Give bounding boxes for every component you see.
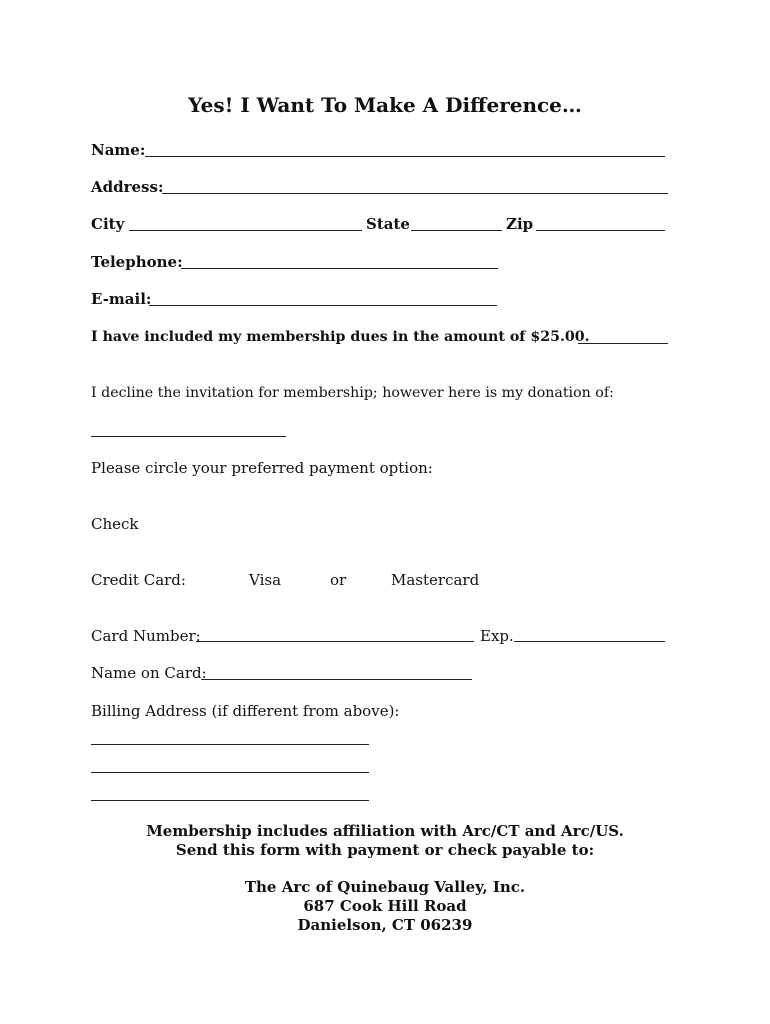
form-title: Yes! I Want To Make A Difference…	[188, 93, 582, 117]
org-name: The Arc of Quinebaug Valley, Inc.	[244, 878, 526, 896]
card-number-field[interactable]	[196, 641, 474, 642]
credit-card-label: Credit Card:	[91, 571, 186, 589]
payable-text: Send this form with payment or check payable to:	[175, 841, 595, 859]
email-field[interactable]	[149, 305, 497, 306]
state-field[interactable]	[411, 230, 502, 231]
address-label: Address:	[91, 178, 164, 196]
card-number-label: Card Number:	[91, 627, 201, 645]
zip-label: Zip	[506, 215, 534, 233]
telephone-label: Telephone:	[91, 253, 183, 271]
payment-option-visa[interactable]: Visa	[249, 571, 282, 589]
billing-address-line-2[interactable]	[91, 772, 369, 773]
exp-field[interactable]	[514, 641, 665, 642]
city-field[interactable]	[129, 230, 362, 231]
or-text: or	[330, 571, 347, 589]
name-on-card-label: Name on Card:	[91, 664, 207, 682]
donation-text: I decline the invitation for membership; however here is my donation of:	[91, 385, 614, 401]
billing-address-line-3[interactable]	[91, 800, 369, 801]
name-label: Name:	[91, 141, 146, 159]
email-label: E-mail:	[91, 290, 152, 308]
street-address: 687 Cook Hill Road	[303, 897, 467, 915]
zip-field[interactable]	[536, 230, 665, 231]
city-label: City	[91, 215, 125, 233]
telephone-field[interactable]	[181, 268, 498, 269]
billing-address-label: Billing Address (if different from above):	[91, 702, 400, 720]
address-field[interactable]	[162, 193, 668, 194]
name-field[interactable]	[145, 156, 665, 157]
payment-option-check[interactable]: Check	[91, 515, 139, 533]
dues-label: I have included my membership dues in the amount of $25.00.	[91, 329, 590, 345]
billing-address-line-1[interactable]	[91, 744, 369, 745]
affiliation-text: Membership includes affiliation with Arc/CT and Arc/US.	[146, 822, 624, 840]
exp-label: Exp.	[480, 627, 514, 645]
city-state-zip: Danielson, CT 06239	[297, 916, 473, 934]
name-on-card-field[interactable]	[201, 679, 472, 680]
donation-amount-field[interactable]	[91, 436, 286, 437]
state-label: State	[366, 215, 410, 233]
mailing-address	[0, 878, 770, 935]
dues-amount-field[interactable]	[578, 343, 668, 344]
payment-prompt: Please circle your preferred payment option:	[91, 459, 433, 477]
membership-info	[0, 822, 770, 860]
payment-option-mastercard[interactable]: Mastercard	[391, 571, 480, 589]
